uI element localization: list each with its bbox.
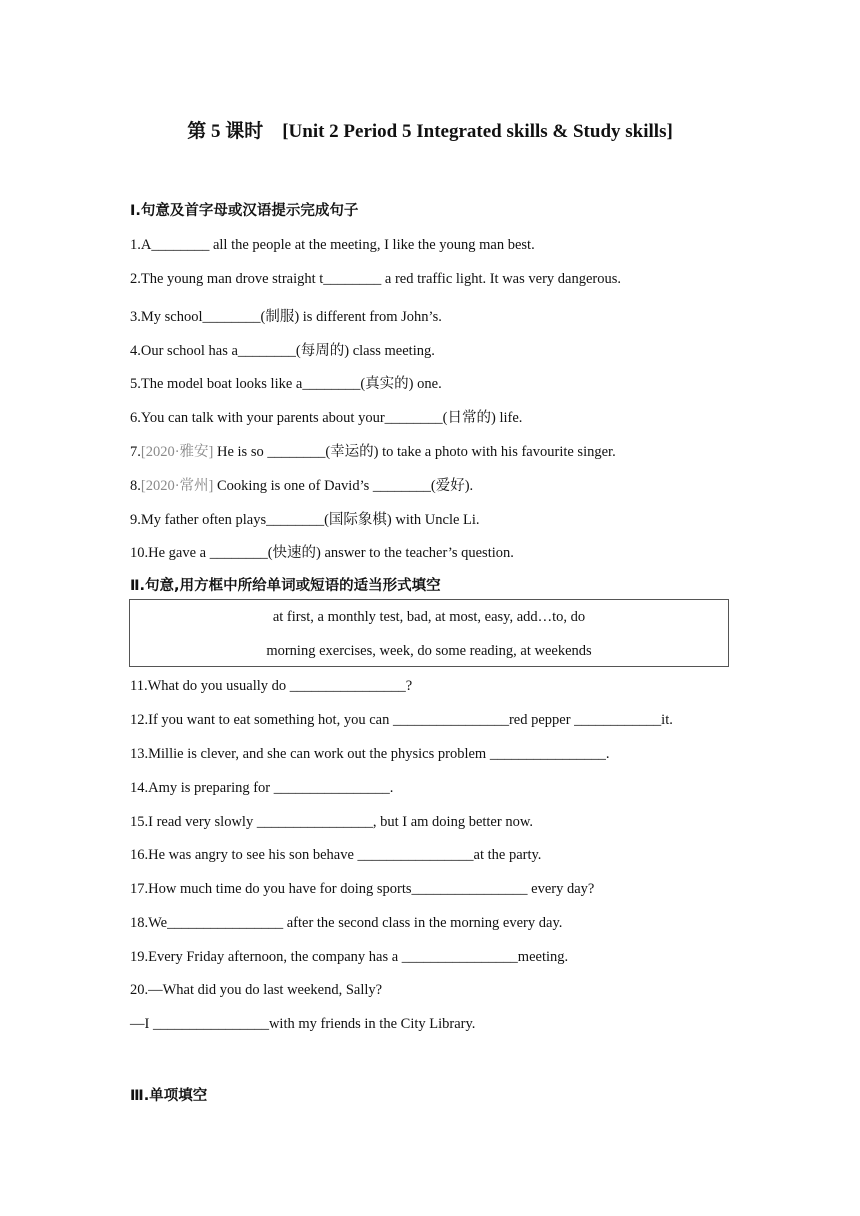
section-1-heading: Ⅰ.句意及首字母或汉语提示完成句子 [130, 203, 359, 219]
question-2: 2.The young man drove straight t________ a red traffic light. It was very dangerous. [130, 271, 621, 287]
question-10: 10.He gave a ________(快速的) answer to the teacher’s question. [130, 545, 514, 561]
question-15: 15.I read very slowly ________________, but I am doing better now. [130, 814, 533, 830]
question-19: 19.Every Friday afternoon, the company has a ________________meeting. [130, 949, 569, 965]
question-11: 11.What do you usually do ________________? [130, 678, 413, 694]
question-17: 17.How much time do you have for doing sports________________ every day? [130, 881, 595, 897]
question-1: 1.A________ all the people at the meeting, I like the young man best. [130, 237, 535, 253]
question-8-text: Cooking is one of David’s ________(爱好). [213, 478, 474, 494]
question-20: 20.—What did you do last weekend, Sally? [130, 982, 383, 998]
question-8 [130, 474, 473, 495]
question-18: 18.We________________ after the second class in the morning every day. [130, 915, 563, 931]
question-7-text: He is so ________(幸运的) to take a photo with his favourite singer. [213, 444, 616, 460]
question-4: 4.Our school has a________(每周的) class meeting. [130, 343, 435, 359]
question-5: 5.The model boat looks like a________(真实的) one. [130, 376, 442, 392]
question-12: 12.If you want to eat something hot, you can ________________red pepper ____________it. [130, 712, 673, 728]
question-16: 16.He was angry to see his son behave ________________at the party. [130, 847, 542, 863]
question-13: 13.Millie is clever, and she can work out the physics problem ________________. [130, 746, 610, 762]
question-7-number: 7. [130, 444, 141, 460]
section-3-heading: Ⅲ.单项填空 [130, 1088, 208, 1104]
question-14: 14.Amy is preparing for ________________. [130, 780, 394, 796]
question-20-answer: —I ________________with my friends in the City Library. [130, 1016, 476, 1032]
question-7 [130, 440, 616, 461]
section-2-heading: Ⅱ.句意,用方框中所给单词或短语的适当形式填空 [130, 578, 441, 594]
question-3: 3.My school________(制服) is different from John’s. [130, 309, 442, 325]
question-8-source-tag: [2020·常州] [140, 478, 214, 494]
page-title: 第 5 课时 [Unit 2 Period 5 Integrated skills & Study skills] [187, 121, 673, 142]
word-bank-line-2: morning exercises, week, do some reading, at weekends [266, 643, 592, 659]
question-9: 9.My father often plays________(国际象棋) with Uncle Li. [130, 512, 480, 528]
question-8-number: 8. [130, 478, 141, 494]
word-bank-line-1: at first, a monthly test, bad, at most, easy, add…to, do [272, 609, 586, 625]
question-7-source-tag: [2020·雅安] [140, 444, 214, 460]
word-bank-box [129, 599, 729, 667]
question-6: 6.You can talk with your parents about your________(日常的) life. [130, 410, 523, 426]
